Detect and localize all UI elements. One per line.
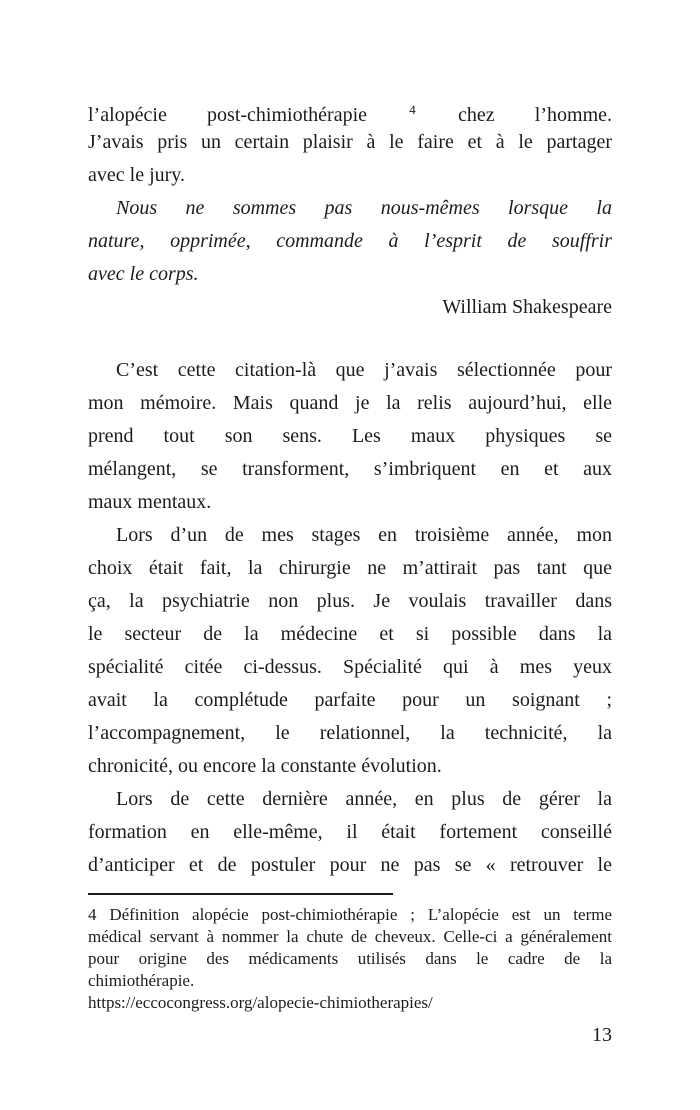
text-run: Définition alopécie post-chimiothérapie ; L’alopécie est un terme [109, 905, 612, 924]
text-line: C’est cette citation-là que j’avais sélectionnée pour [116, 359, 612, 381]
footnote-separator-rule [88, 893, 393, 895]
text-line: ça, la psychiatrie non plus. Je voulais travailler dans [88, 590, 612, 612]
text-line: spécialité citée ci-dessus. Spécialité qui à mes yeux [88, 656, 612, 678]
text-line: formation en elle-même, il était fortement conseillé [88, 821, 612, 843]
footnote-reference-4: 4 [409, 102, 416, 117]
page-number: 13 [592, 1024, 612, 1046]
text-line: l’accompagnement, le relationnel, la technicité, la [88, 722, 612, 744]
text-line: Lors d’un de mes stages en troisième année, mon [116, 524, 612, 546]
quote-attribution: William Shakespeare [442, 296, 612, 318]
text-line: J’avais pris un certain plaisir à le faire et à le partager [88, 131, 612, 153]
text-line: avec le jury. [88, 164, 185, 186]
text-line: pour origine des médicaments utilisés dans le cadre de la [88, 949, 612, 968]
text-line: chronicité, ou encore la constante évolution. [88, 755, 442, 777]
text-line: d’anticiper et de postuler pour ne pas se « retrouver le [88, 854, 612, 876]
text-line [88, 93, 612, 126]
text-run: l’alopécie post-chimiothérapie [88, 104, 368, 126]
text-line: Nous ne sommes pas nous-mêmes lorsque la [116, 197, 612, 219]
paragraph-3 [88, 519, 612, 783]
paragraph-2 [88, 354, 612, 519]
footnote-4 [88, 904, 612, 1014]
text-line: maux mentaux. [88, 491, 212, 513]
text-line: le secteur de la médecine et si possible dans la [88, 623, 612, 645]
text-line: avec le corps. [88, 263, 199, 285]
footnote-marker: 4 [88, 905, 97, 924]
text-line [88, 904, 612, 926]
text-run: chez l’homme. [457, 104, 612, 126]
paragraph-1 [88, 93, 612, 192]
text-line: avait la complétude parfaite pour un soignant ; [88, 689, 612, 711]
text-line: mélangent, se transforment, s’imbriquent en et aux [88, 458, 612, 480]
text-line: Lors de cette dernière année, en plus de gérer la [116, 788, 612, 810]
text-line: mon mémoire. Mais quand je la relis aujourd’hui, elle [88, 392, 612, 414]
text-line: nature, opprimée, commande à l’esprit de souffrir [88, 230, 612, 252]
paragraph-4 [88, 783, 612, 882]
footnote-url: https://eccocongress.org/alopecie-chimiotherapies/ [88, 993, 433, 1012]
text-line: médical servant à nommer la chute de cheveux. Celle-ci a généralement [88, 927, 612, 946]
text-line: chimiothérapie. [88, 971, 195, 990]
text-line: choix était fait, la chirurgie ne m’attirait pas tant que [88, 557, 612, 579]
text-line: prend tout son sens. Les maux physiques se [88, 425, 612, 447]
page-body [88, 93, 612, 1048]
quotation [88, 192, 612, 291]
